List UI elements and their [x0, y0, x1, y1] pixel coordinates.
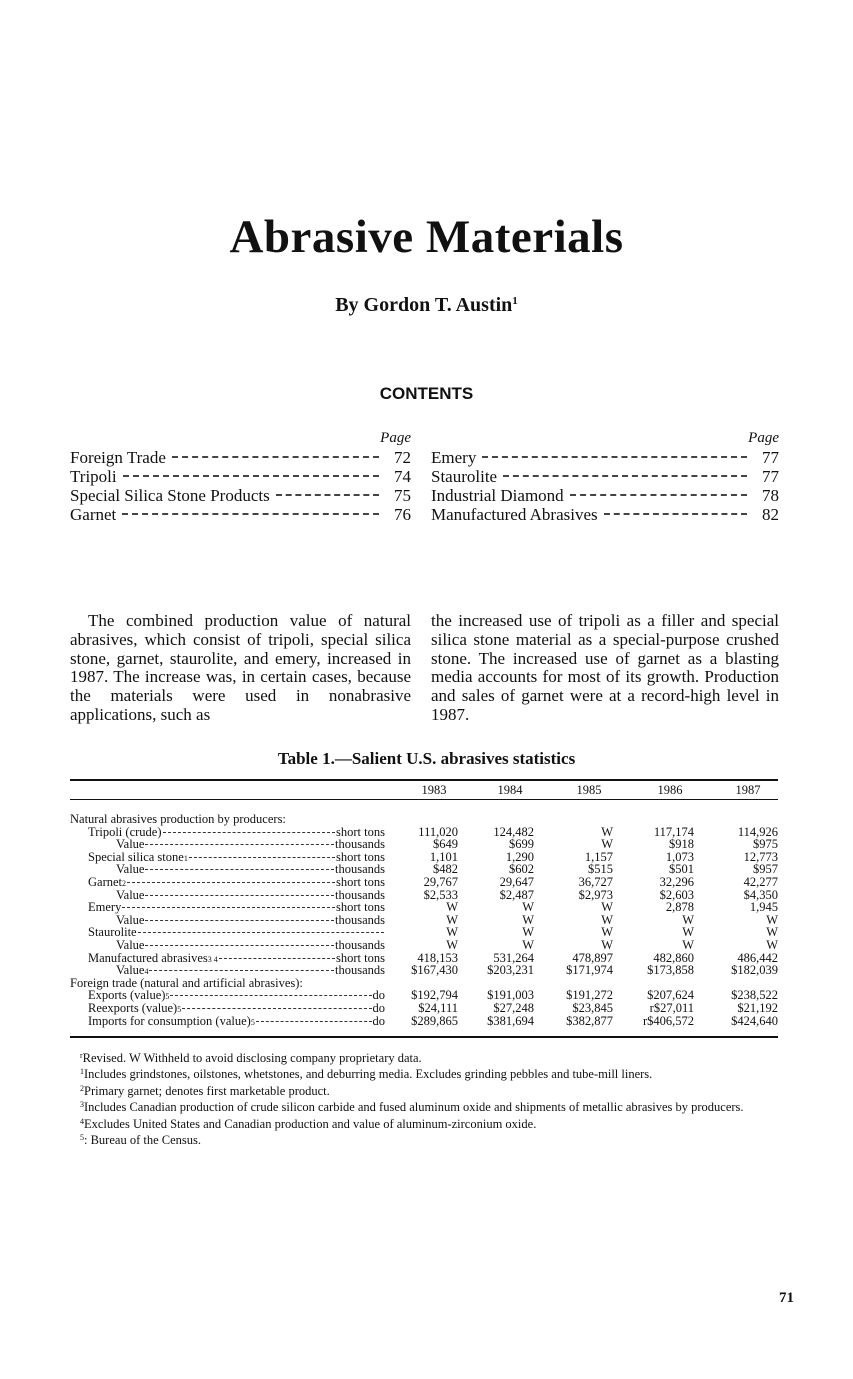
table-cell: W: [766, 912, 778, 927]
row-leader: [149, 970, 334, 971]
page-title: Abrasive Materials: [229, 211, 624, 263]
year-header: 1986: [657, 783, 683, 797]
row-unit: thousands: [335, 887, 385, 902]
toc-entry-page: 72: [394, 448, 411, 467]
table-cell: $501: [669, 862, 694, 877]
table-cell: $173,858: [647, 963, 694, 978]
year-header: 1987: [735, 783, 761, 797]
table-cell: $649: [433, 837, 458, 852]
table-cell: $2,487: [499, 887, 534, 902]
table-cell: $192,794: [411, 988, 458, 1003]
table-cell: 418,153: [417, 950, 458, 965]
table-cell: $2,973: [578, 887, 613, 902]
table-cell: W: [601, 925, 613, 940]
toc-left-column: [70, 428, 411, 524]
row-label-text: Manufactured abrasives: [88, 950, 208, 965]
table-cell: 29,647: [499, 874, 534, 889]
row-label-text: Value: [116, 837, 145, 852]
row-unit: do: [372, 1000, 385, 1015]
toc-entry[interactable]: [70, 486, 411, 505]
table-cell: W: [766, 925, 778, 940]
row-unit: short tons: [336, 874, 385, 889]
toc-entry-label: Tripoli: [70, 467, 117, 486]
salient-statistics-table: [70, 780, 778, 1027]
table-cell: r$406,572: [642, 1013, 694, 1028]
year-header: 1985: [576, 783, 602, 797]
footnote-text: Includes Canadian production of crude silicon carbide and fused aluminum oxide and shipments of metallic abrasives by producers.: [84, 1100, 744, 1115]
row-leader: [122, 907, 335, 908]
table-cell: W: [446, 925, 458, 940]
row-leader: [145, 895, 334, 896]
row-leader: [127, 882, 335, 883]
row-footnote-marker: 5: [250, 1017, 255, 1027]
table-cell: 1,073: [665, 849, 694, 864]
toc-leader: [276, 494, 379, 496]
table-cell: $957: [753, 862, 778, 877]
table-cell: $975: [753, 837, 778, 852]
table-cell: 486,442: [737, 950, 778, 965]
table-cell: 32,296: [659, 874, 694, 889]
table-cell: W: [601, 837, 613, 852]
table-bottom-rule: [70, 1036, 778, 1038]
row-footnote-marker: 5: [165, 992, 170, 1002]
toc-entry-page: 77: [762, 467, 779, 486]
toc-entry-page: 76: [394, 505, 411, 524]
row-unit: thousands: [335, 912, 385, 927]
footnote-marker: 1: [80, 1067, 84, 1077]
toc-entry-label: Garnet: [70, 505, 117, 524]
toc-entry[interactable]: [431, 448, 779, 467]
table-section-heading: [70, 813, 778, 826]
toc-entry-page: 82: [762, 505, 779, 524]
row-unit: short tons: [336, 849, 385, 864]
row-footnote-marker: 3 4: [207, 954, 218, 964]
toc-leader: [482, 456, 747, 458]
footnote-text: Excludes United States and Canadian production and value of aluminum-zirconium oxide.: [84, 1116, 537, 1131]
body-text-right: the increased use of tripoli as a filler and special silica stone material as a special-purpose crushed stone. The increased use of garnet as a blasting media accounts for most of its growth. Production and sales of garnet were at a record-high level in 1987.: [431, 611, 779, 724]
table-cell: W: [601, 900, 613, 915]
row-footnote-marker: 2: [122, 878, 127, 888]
footnote: [70, 1098, 780, 1114]
row-label-text: Exports (value): [88, 988, 166, 1003]
row-footnote-marker: 1: [183, 853, 188, 863]
footnote-text: Primary garnet; denotes first marketable product.: [84, 1083, 330, 1098]
toc-entry-label: Manufactured Abrasives: [431, 505, 598, 524]
row-label-text: Special silica stone: [88, 849, 184, 864]
row-unit: thousands: [335, 937, 385, 952]
table-cell: $482: [433, 862, 458, 877]
table-cell: $918: [669, 837, 694, 852]
toc-entry[interactable]: [70, 505, 411, 524]
table-cell: r$27,011: [649, 1000, 694, 1015]
table-cell: 29,767: [423, 874, 458, 889]
table-cell: $4,350: [743, 887, 778, 902]
table-cell: $602: [509, 862, 534, 877]
footnote-text: Revised. W Withheld to avoid disclosing company proprietary data.: [82, 1051, 422, 1065]
toc-leader: [604, 513, 747, 515]
table-body: [70, 813, 778, 1027]
row-leader: [138, 932, 384, 933]
row-leader: [256, 1021, 372, 1022]
table-cell: 1,290: [505, 849, 534, 864]
table-footnotes: [70, 1049, 780, 1147]
row-unit: short tons: [336, 900, 385, 915]
row-label: [116, 939, 385, 952]
footnote: [70, 1115, 780, 1131]
body-text-left: The combined production value of natural abrasives, which consist of tripoli, special silica stone, garnet, staurolite, and emery, increased in 1987. The increase was, in certain cases, because the materials were used in nonabrasive applications, such as: [70, 611, 411, 724]
table-cell: 114,926: [737, 824, 778, 839]
toc-leader: [503, 475, 747, 477]
table-cell: $191,003: [487, 988, 534, 1003]
table-cell: $21,192: [737, 1000, 778, 1015]
footnote-marker: 3: [80, 1100, 84, 1110]
table-cell: $382,877: [566, 1013, 613, 1028]
row-footnote-marker: 5: [177, 1004, 182, 1014]
toc-leader: [123, 475, 379, 477]
footnote: [70, 1082, 780, 1098]
toc-page-label: Page: [380, 430, 411, 446]
row-label-text: Reexports (value): [88, 1000, 178, 1015]
footnote-marker: 2: [80, 1083, 84, 1093]
table-cell: 111,020: [418, 824, 458, 839]
table-cell: 1,157: [584, 849, 613, 864]
row-leader: [145, 945, 334, 946]
table-row: [70, 964, 778, 977]
row-unit: thousands: [335, 963, 385, 978]
row-label-text: Imports for consumption (value): [88, 1013, 251, 1028]
footnote: [70, 1065, 780, 1081]
toc-entry-page: 74: [394, 467, 411, 486]
row-leader: [189, 857, 335, 858]
table-cell: W: [601, 937, 613, 952]
toc-entry[interactable]: [431, 505, 779, 524]
table-cell: W: [601, 824, 613, 839]
table-row: [70, 1002, 778, 1015]
toc-entry-page: 75: [394, 486, 411, 505]
toc-leader: [570, 494, 747, 496]
table-cell: 117,174: [653, 824, 694, 839]
row-leader: [170, 995, 371, 996]
row-leader: [145, 920, 334, 921]
footnote-marker: 4: [80, 1116, 84, 1126]
toc-entry[interactable]: [70, 448, 411, 467]
table-row: [70, 901, 778, 914]
table-cell: W: [522, 937, 534, 952]
table-cell: W: [682, 937, 694, 952]
toc-entry-label: Special Silica Stone Products: [70, 486, 270, 505]
table-cell: W: [522, 912, 534, 927]
row-label-text: Foreign trade (natural and artificial abrasives):: [70, 975, 303, 990]
table-cell: $27,248: [493, 1000, 534, 1015]
row-unit: do: [372, 988, 385, 1003]
year-header: 1983: [421, 783, 447, 797]
table-cell: W: [766, 937, 778, 952]
row-label: [88, 901, 385, 914]
toc-right-column: [431, 428, 779, 524]
row-label: [116, 914, 385, 927]
toc-entry-page: 77: [762, 448, 779, 467]
table-cell: 1,945: [749, 900, 778, 915]
table-row: [70, 939, 778, 952]
row-label: [88, 1015, 385, 1030]
row-leader: [182, 1008, 371, 1009]
row-leader: [219, 958, 335, 959]
table-cell: W: [522, 925, 534, 940]
table-cell: $2,603: [659, 887, 694, 902]
table-cell: 12,773: [743, 849, 778, 864]
table-cell: $167,430: [411, 963, 458, 978]
footnote: [70, 1049, 780, 1065]
contents-heading: CONTENTS: [379, 384, 474, 403]
row-leader: [163, 832, 336, 833]
toc-entry[interactable]: [431, 467, 779, 486]
row-unit: thousands: [335, 837, 385, 852]
row-leader: [145, 844, 334, 845]
row-label-text: Value: [116, 862, 145, 877]
table-cell: $207,624: [647, 988, 694, 1003]
table-cell: 478,897: [572, 950, 613, 965]
table-cell: $381,694: [487, 1013, 534, 1028]
toc-entry-label: Industrial Diamond: [431, 486, 564, 505]
footnote: [70, 1131, 780, 1147]
table-cell: $182,039: [731, 963, 778, 978]
table-cell: 2,878: [665, 900, 694, 915]
row-leader: [145, 869, 334, 870]
table-cell: $424,640: [731, 1013, 778, 1028]
toc-entry[interactable]: [70, 467, 411, 486]
row-label: [70, 813, 286, 826]
row-label-text: Value: [116, 963, 145, 978]
table-row: [70, 1015, 778, 1028]
table-cell: $23,845: [572, 1000, 613, 1015]
footnote-text: Includes grindstones, oilstones, whetstones, and deburring media. Excludes grinding pebbles and tube-mill liners.: [84, 1067, 653, 1082]
footnote-marker: r: [80, 1051, 83, 1060]
table-cell: W: [601, 912, 613, 927]
toc-entry[interactable]: [431, 486, 779, 505]
row-label-text: Staurolite: [88, 925, 137, 940]
toc-leader: [172, 456, 379, 458]
row-label-text: Natural abrasives production by producers:: [70, 812, 286, 826]
row-unit: short tons: [336, 824, 385, 839]
row-label-text: Value: [116, 887, 145, 902]
author-name: By Gordon T. Austin: [335, 294, 513, 316]
table-cell: $238,522: [731, 988, 778, 1003]
table-cell: 482,860: [653, 950, 694, 965]
author-byline: [0, 294, 853, 317]
table-row: [70, 838, 778, 851]
table-cell: $24,111: [418, 1000, 458, 1015]
year-header: 1984: [497, 783, 523, 797]
footnote-text: : Bureau of the Census.: [84, 1133, 201, 1148]
table-cell: W: [446, 937, 458, 952]
row-unit: do: [372, 1013, 385, 1028]
row-footnote-marker: 4: [144, 967, 149, 977]
page-number: 71: [779, 1290, 794, 1306]
table-cell: W: [682, 912, 694, 927]
row-label: [116, 838, 385, 851]
toc-entry-label: Staurolite: [431, 467, 498, 486]
table-cell: W: [682, 925, 694, 940]
table-row: [70, 926, 778, 939]
toc-leader: [122, 513, 379, 515]
table-cell: 531,264: [493, 950, 534, 965]
table-cell: 124,482: [493, 824, 534, 839]
table-row: [70, 914, 778, 927]
row-unit: short tons: [336, 950, 385, 965]
table-cell: W: [522, 900, 534, 915]
row-label-text: Emery: [88, 900, 122, 915]
row-label-text: Garnet: [88, 874, 123, 889]
table-cell: $191,272: [566, 988, 613, 1003]
author-footnote-marker: 1: [512, 295, 518, 307]
table-cell: $289,865: [411, 1013, 458, 1028]
table-cell: $2,533: [423, 887, 458, 902]
table-cell: W: [446, 900, 458, 915]
table-cell: $203,231: [487, 963, 534, 978]
footnote-marker: 5: [80, 1133, 84, 1143]
table-cell: $171,974: [566, 963, 613, 978]
table-title: Table 1.—Salient U.S. abrasives statistics: [277, 749, 576, 768]
table-cell: 42,277: [743, 874, 778, 889]
row-label-text: Tripoli (crude): [88, 824, 162, 839]
table-cell: 1,101: [429, 849, 458, 864]
table-cell: W: [446, 912, 458, 927]
row-label-text: Value: [116, 937, 145, 952]
toc-page-label: Page: [748, 430, 779, 446]
table-cell: 36,727: [578, 874, 613, 889]
toc-entry-label: Emery: [431, 448, 477, 467]
table-cell: $699: [509, 837, 534, 852]
toc-entry-label: Foreign Trade: [70, 448, 166, 467]
row-label-text: Value: [116, 912, 145, 927]
row-unit: thousands: [335, 862, 385, 877]
table-row: [70, 876, 778, 889]
table-header-row: [70, 780, 778, 798]
table-cell: $515: [588, 862, 613, 877]
toc-entry-page: 78: [762, 486, 779, 505]
